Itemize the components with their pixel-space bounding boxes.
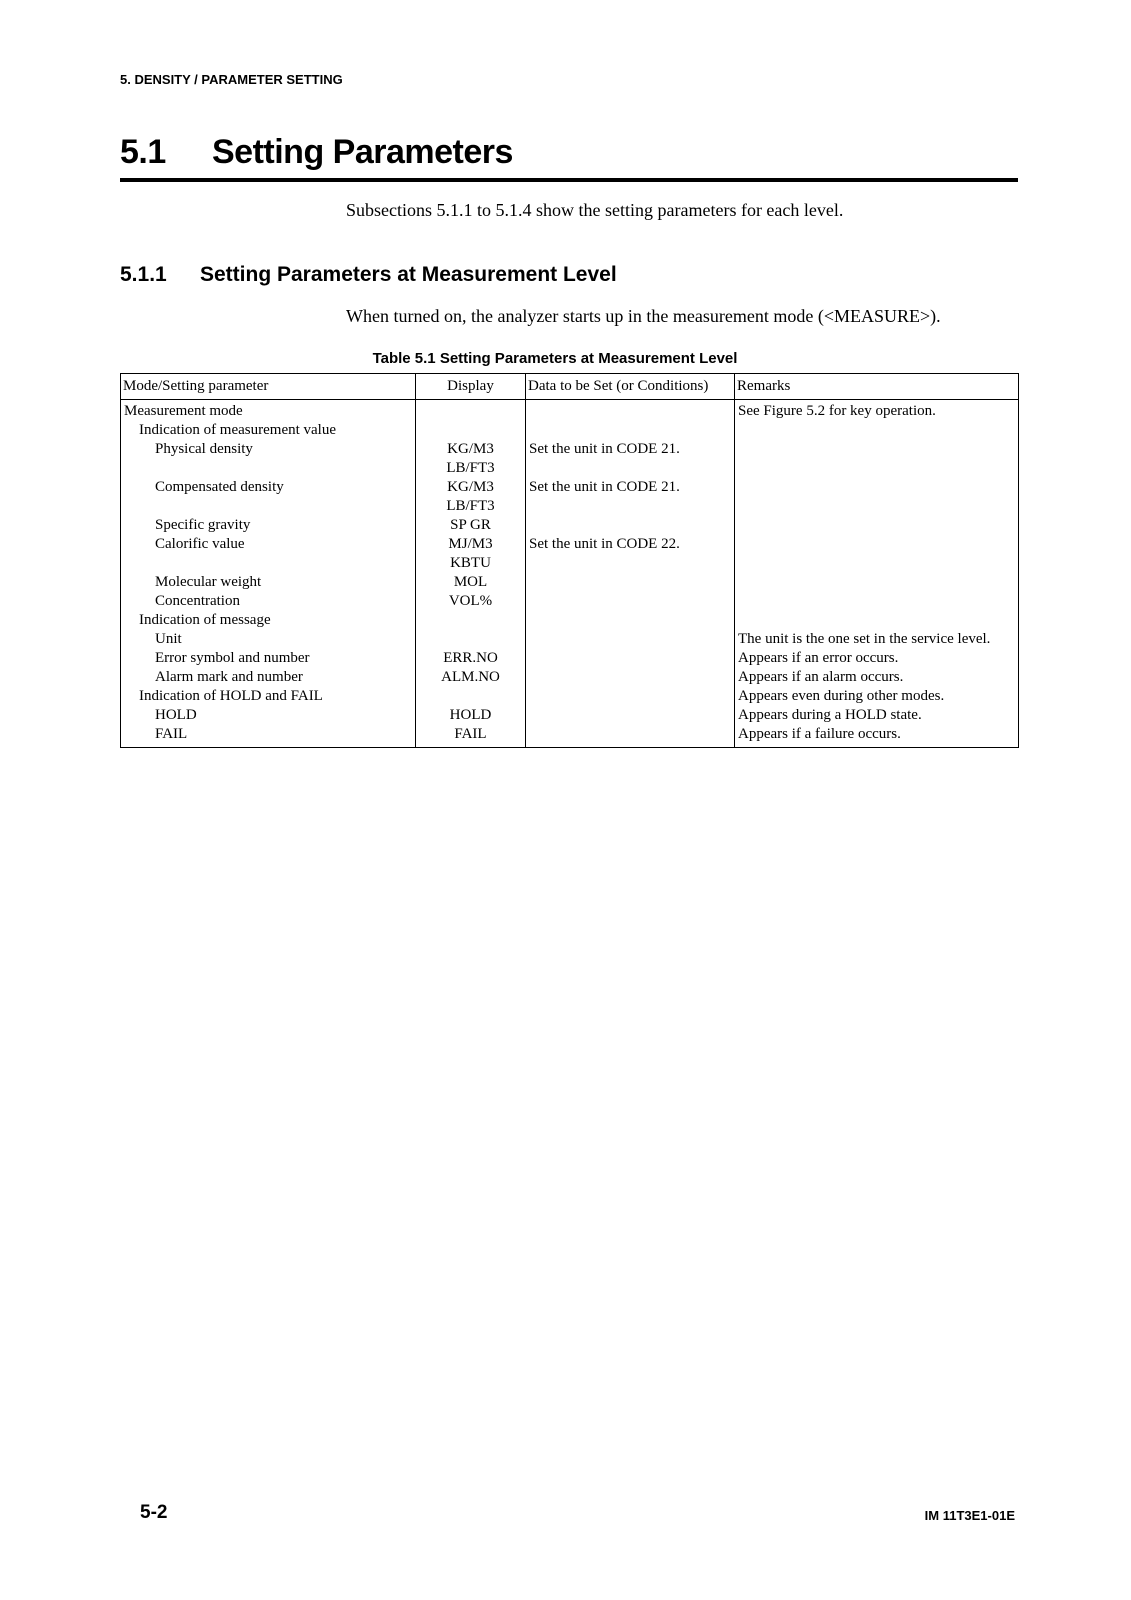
cell-display xyxy=(416,630,526,649)
cell-remarks: Appears even during other modes. xyxy=(735,687,1019,706)
cell-data xyxy=(526,687,735,706)
subsection-heading xyxy=(120,263,617,287)
table-row xyxy=(121,554,1019,573)
table-row xyxy=(121,535,1019,554)
cell-display: KG/M3 xyxy=(416,440,526,459)
cell-remarks xyxy=(735,459,1019,478)
cell-data: Set the unit in CODE 21. xyxy=(526,478,735,497)
cell-remarks xyxy=(735,516,1019,535)
subsection-number: 5.1.1 xyxy=(120,263,167,286)
cell-remarks xyxy=(735,592,1019,611)
cell-display: ALM.NO xyxy=(416,668,526,687)
cell-remarks: Appears if an alarm occurs. xyxy=(735,668,1019,687)
section-number: 5.1 xyxy=(120,133,166,171)
table-row xyxy=(121,478,1019,497)
cell-remarks xyxy=(735,535,1019,554)
cell-parameter xyxy=(121,497,416,516)
column-header-data: Data to be Set (or Conditions) xyxy=(526,374,735,400)
section-intro: Subsections 5.1.1 to 5.1.4 show the setting parameters for each level. xyxy=(346,200,844,220)
cell-data xyxy=(526,573,735,592)
cell-display: MJ/M3 xyxy=(416,535,526,554)
cell-data xyxy=(526,649,735,668)
cell-parameter: Unit xyxy=(121,630,416,649)
table-row xyxy=(121,725,1019,748)
cell-display: VOL% xyxy=(416,592,526,611)
cell-data: Set the unit in CODE 22. xyxy=(526,535,735,554)
cell-parameter: Error symbol and number xyxy=(121,649,416,668)
table-row xyxy=(121,440,1019,459)
cell-parameter: Indication of measurement value xyxy=(121,421,416,440)
subsection-intro: When turned on, the analyzer starts up in the measurement mode (<MEASURE>). xyxy=(346,306,941,326)
cell-data xyxy=(526,611,735,630)
page-number: 5-2 xyxy=(140,1502,168,1523)
cell-remarks xyxy=(735,421,1019,440)
cell-data xyxy=(526,668,735,687)
cell-display: SP GR xyxy=(416,516,526,535)
cell-remarks xyxy=(735,440,1019,459)
cell-data xyxy=(526,592,735,611)
document-id: IM 11T3E1-01E xyxy=(924,1508,1015,1523)
section-heading xyxy=(120,132,1018,182)
cell-remarks: See Figure 5.2 for key operation. xyxy=(735,400,1019,422)
table-row xyxy=(121,630,1019,649)
cell-display xyxy=(416,687,526,706)
cell-data xyxy=(526,459,735,478)
cell-display: MOL xyxy=(416,573,526,592)
cell-display: KBTU xyxy=(416,554,526,573)
cell-remarks xyxy=(735,611,1019,630)
cell-remarks: Appears if a failure occurs. xyxy=(735,725,1019,748)
cell-data xyxy=(526,497,735,516)
cell-remarks xyxy=(735,554,1019,573)
cell-parameter: Compensated density xyxy=(121,478,416,497)
cell-parameter: Molecular weight xyxy=(121,573,416,592)
table-row xyxy=(121,706,1019,725)
cell-data xyxy=(526,554,735,573)
cell-parameter: Physical density xyxy=(121,440,416,459)
table-row xyxy=(121,421,1019,440)
cell-data xyxy=(526,400,735,422)
cell-data xyxy=(526,725,735,748)
column-header-display: Display xyxy=(416,374,526,400)
cell-parameter xyxy=(121,554,416,573)
column-header-parameter: Mode/Setting parameter xyxy=(121,374,416,400)
table-row xyxy=(121,400,1019,422)
cell-remarks xyxy=(735,497,1019,516)
table-row xyxy=(121,497,1019,516)
cell-parameter: HOLD xyxy=(121,706,416,725)
section-title: Setting Parameters xyxy=(212,133,513,171)
cell-display: ERR.NO xyxy=(416,649,526,668)
table-row xyxy=(121,592,1019,611)
cell-remarks: Appears if an error occurs. xyxy=(735,649,1019,668)
cell-display: KG/M3 xyxy=(416,478,526,497)
table-caption: Table 5.1 Setting Parameters at Measurement Level xyxy=(372,350,738,367)
cell-parameter: Indication of HOLD and FAIL xyxy=(121,687,416,706)
table-row xyxy=(121,611,1019,630)
cell-remarks: Appears during a HOLD state. xyxy=(735,706,1019,725)
cell-display xyxy=(416,421,526,440)
cell-parameter xyxy=(121,459,416,478)
table-row xyxy=(121,459,1019,478)
running-header: 5. DENSITY / PARAMETER SETTING xyxy=(120,72,343,87)
subsection-title: Setting Parameters at Measurement Level xyxy=(200,263,617,286)
table-row xyxy=(121,687,1019,706)
cell-display: LB/FT3 xyxy=(416,497,526,516)
cell-parameter: Specific gravity xyxy=(121,516,416,535)
cell-data xyxy=(526,630,735,649)
cell-parameter: Measurement mode xyxy=(121,400,416,422)
cell-remarks xyxy=(735,478,1019,497)
cell-data xyxy=(526,516,735,535)
parameters-table xyxy=(120,373,1019,748)
cell-data: Set the unit in CODE 21. xyxy=(526,440,735,459)
cell-parameter: Alarm mark and number xyxy=(121,668,416,687)
cell-display xyxy=(416,611,526,630)
table-header-row xyxy=(121,374,1019,400)
cell-parameter: Indication of message xyxy=(121,611,416,630)
cell-display: HOLD xyxy=(416,706,526,725)
cell-display xyxy=(416,400,526,422)
cell-data xyxy=(526,706,735,725)
table-row xyxy=(121,649,1019,668)
cell-parameter: Concentration xyxy=(121,592,416,611)
column-header-remarks: Remarks xyxy=(735,374,1019,400)
cell-remarks: The unit is the one set in the service level. xyxy=(735,630,1019,649)
cell-parameter: FAIL xyxy=(121,725,416,748)
table-row xyxy=(121,668,1019,687)
cell-display: LB/FT3 xyxy=(416,459,526,478)
cell-parameter: Calorific value xyxy=(121,535,416,554)
table-row xyxy=(121,573,1019,592)
table-row xyxy=(121,516,1019,535)
cell-data xyxy=(526,421,735,440)
cell-remarks xyxy=(735,573,1019,592)
cell-display: FAIL xyxy=(416,725,526,748)
